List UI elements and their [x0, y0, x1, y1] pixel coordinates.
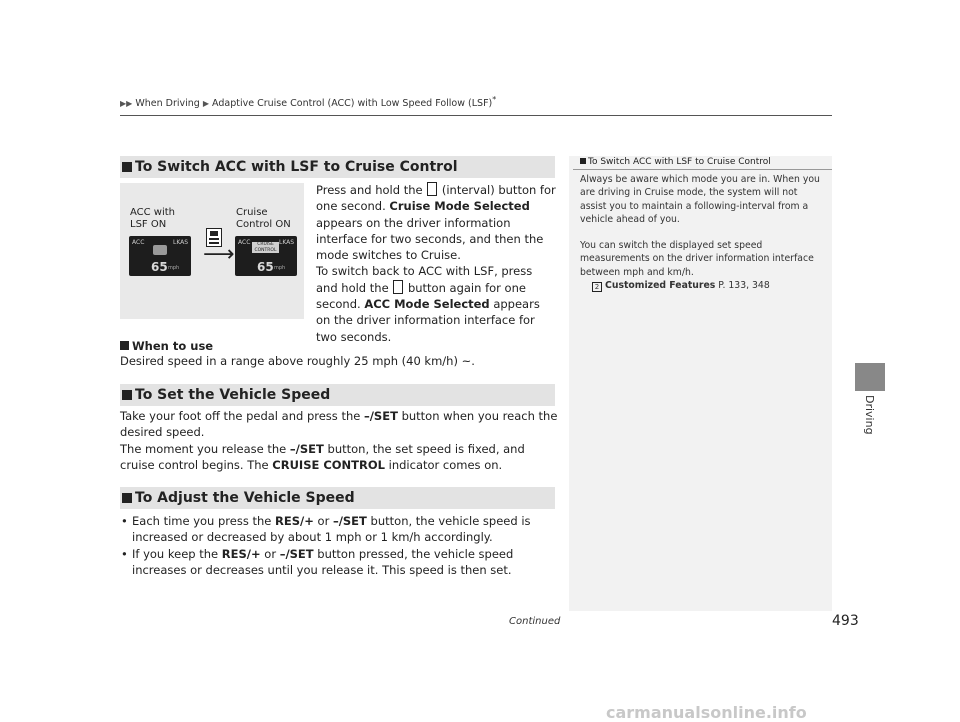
list-item: • If you keep the RES/+ or –/SET button pressed, the vehicle speed increases or decreases until you release it. This speed is then set. — [120, 546, 560, 579]
watermark: carmanualsonline.info — [606, 703, 807, 722]
note-title: To Switch ACC with LSF to Cruise Control — [580, 157, 771, 167]
display-acc-lsf: ACC LKAS 65 mph — [129, 236, 191, 276]
arrow-right-icon: ⟶ — [203, 242, 235, 267]
header-rule — [120, 115, 832, 116]
square-bullet-icon — [122, 493, 132, 503]
when-to-use-heading: When to use — [120, 339, 213, 353]
section-heading-adjust-speed: To Adjust the Vehicle Speed — [120, 487, 555, 509]
interval-button-icon — [427, 182, 437, 196]
continued-label: Continued — [509, 616, 561, 627]
square-bullet-icon — [122, 162, 132, 172]
customized-features-link[interactable]: 2 Customized Features P. 133, 348 — [592, 279, 825, 292]
illus-label-acc-lsf-on: ACC with LSF ON — [130, 207, 176, 230]
note-text: Always be aware which mode you are in. When you are driving in Cruise mode, the system will not assist you to maintain a following-interval from a vehicle ahead of you. You can switch the displayed set speed measurements on the driver information interface between mph and km/h. 2 Customized Features P. 133, 348 — [580, 173, 825, 292]
switch-instructions: Press and hold the (interval) button for one second. Cruise Mode Selected appears on the driver information interface for two seconds, and then the mode switches to Cruise. To switch back to ACC with LSF, press and hold the button again for one second. ACC Mode Selected appears on the driver information interface for two seconds. — [316, 183, 556, 344]
adjust-speed-list — [120, 513, 560, 578]
square-bullet-icon — [120, 341, 129, 350]
chapter-label: Driving — [863, 395, 876, 435]
note-marker-icon — [580, 158, 586, 164]
square-bullet-icon — [122, 390, 132, 400]
chevron-right-icon: ▶ — [202, 99, 210, 109]
interval-button-icon — [393, 280, 403, 294]
section-heading-set-speed: To Set the Vehicle Speed — [120, 384, 555, 406]
breadcrumb — [120, 95, 496, 109]
car-icon — [153, 245, 167, 255]
cross-reference-icon: 2 — [592, 282, 602, 292]
breadcrumb-item-when-driving[interactable]: When Driving — [135, 98, 200, 110]
chevron-right-icon: ▶▶ — [120, 99, 133, 109]
illus-label-cruise-on: Cruise Control ON — [236, 207, 291, 230]
list-item: • Each time you press the RES/+ or –/SET button, the vehicle speed is increased or decreased by about 1 mph or 1 km/h accordingly. — [120, 513, 560, 546]
note-rule — [573, 169, 832, 170]
set-speed-text: Take your foot off the pedal and press the –/SET button when you reach the desired speed. The moment you release the –/SET button, the set speed is fixed, and cruise control begins. The CRUISE CONTROL indicator comes on. — [120, 409, 558, 472]
cruise-control-badge: CRUISE CONTROL — [252, 242, 279, 253]
section-heading-switch-acc: To Switch ACC with LSF to Cruise Control — [120, 156, 555, 178]
chapter-tab[interactable] — [855, 363, 885, 391]
page-number: 493 — [832, 613, 859, 629]
breadcrumb-item-acc[interactable]: Adaptive Cruise Control (ACC) with Low Speed Follow (LSF) — [212, 98, 493, 110]
when-to-use-text: Desired speed in a range above roughly 25 mph (40 km/h) ~. — [120, 354, 475, 368]
footnote-star: * — [492, 95, 497, 104]
display-cruise: ACC LKAS CRUISE CONTROL 65 mph — [235, 236, 297, 276]
